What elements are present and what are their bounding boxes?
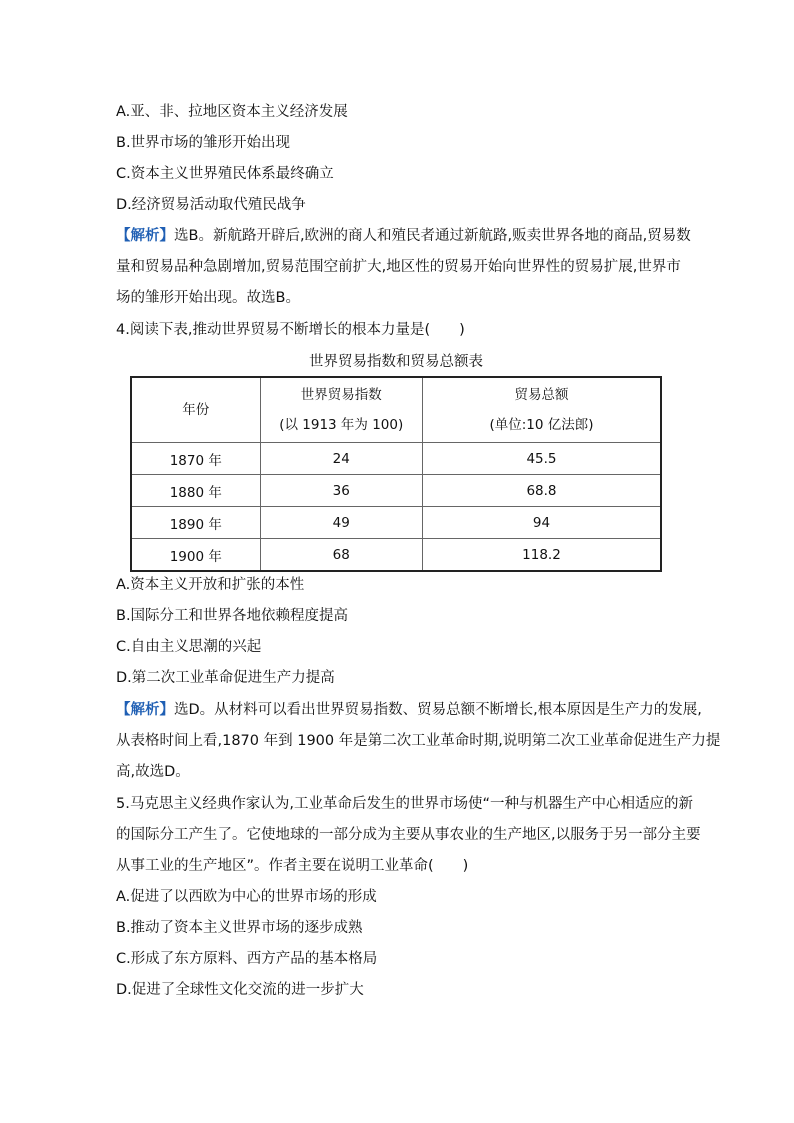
q4-option-b: B.国际分工和世界各地依赖程度提高 bbox=[116, 608, 349, 624]
cell-total: 45.5 bbox=[422, 443, 661, 475]
q5-option-d: D.促进了全球性文化交流的进一步扩大 bbox=[116, 982, 364, 998]
q4-option-a: A.资本主义开放和扩张的本性 bbox=[116, 577, 305, 593]
q4-analysis-line-2: 从表格时间上看,1870 年到 1900 年是第二次工业革命时期,说明第二次工业革命促进生产力提 bbox=[116, 733, 721, 749]
cell-index: 49 bbox=[260, 507, 422, 539]
q5-option-b: B.推动了资本主义世界市场的逐步成熟 bbox=[116, 920, 363, 936]
analysis-tag: 【解析】 bbox=[116, 702, 174, 718]
q3-option-c: C.资本主义世界殖民体系最终确立 bbox=[116, 166, 334, 182]
q5-option-a: A.促进了以西欧为中心的世界市场的形成 bbox=[116, 889, 377, 905]
table-row bbox=[131, 539, 661, 572]
q4-option-c: C.自由主义思潮的兴起 bbox=[116, 639, 262, 655]
q3-analysis-line-1: 【解析】选B。新航路开辟后,欧洲的商人和殖民者通过新航路,贩卖世界各地的商品,贸易数 bbox=[116, 228, 691, 244]
q3-option-a: A.亚、非、拉地区资本主义经济发展 bbox=[116, 104, 348, 120]
table-header-row bbox=[131, 377, 661, 443]
q4-analysis-line-3: 高,故选D。 bbox=[116, 764, 190, 780]
cell-year: 1890 年 bbox=[131, 507, 260, 539]
cell-index: 24 bbox=[260, 443, 422, 475]
q4-stem: 4.阅读下表,推动世界贸易不断增长的根本力量是( ) bbox=[116, 322, 465, 338]
table-title: 世界贸易指数和贸易总额表 bbox=[309, 354, 483, 370]
q5-stem-line-1: 5.马克思主义经典作家认为,工业革命后发生的世界市场使“一种与机器生产中心相适应的新 bbox=[116, 796, 693, 812]
cell-total: 68.8 bbox=[422, 475, 661, 507]
cell-year: 1900 年 bbox=[131, 539, 260, 572]
cell-year: 1870 年 bbox=[131, 443, 260, 475]
table-row bbox=[131, 443, 661, 475]
table-row bbox=[131, 507, 661, 539]
cell-total: 118.2 bbox=[422, 539, 661, 572]
q3-analysis-line-3: 场的雏形开始出现。故选B。 bbox=[116, 290, 300, 306]
q5-stem-line-2: 的国际分工产生了。它使地球的一部分成为主要从事农业的生产地区,以服务于另一部分主要 bbox=[116, 827, 701, 843]
trade-table bbox=[130, 376, 662, 572]
analysis-tag: 【解析】 bbox=[116, 228, 174, 244]
q5-option-c: C.形成了东方原料、西方产品的基本格局 bbox=[116, 951, 378, 967]
q5-stem-line-3: 从事工业的生产地区”。作者主要在说明工业革命( ) bbox=[116, 858, 469, 874]
q3-analysis-line-2: 量和贸易品种急剧增加,贸易范围空前扩大,地区性的贸易开始向世界性的贸易扩展,世界市 bbox=[116, 259, 681, 275]
header-trade-total: 贸易总额 (单位:10 亿法郎) bbox=[422, 377, 661, 443]
q4-analysis-line-1: 【解析】选D。从材料可以看出世界贸易指数、贸易总额不断增长,根本原因是生产力的发展, bbox=[116, 702, 702, 718]
q3-option-b: B.世界市场的雏形开始出现 bbox=[116, 135, 291, 151]
header-trade-index: 世界贸易指数 (以 1913 年为 100) bbox=[260, 377, 422, 443]
cell-index: 68 bbox=[260, 539, 422, 572]
q3-option-d: D.经济贸易活动取代殖民战争 bbox=[116, 197, 306, 213]
table-row bbox=[131, 475, 661, 507]
q4-option-d: D.第二次工业革命促进生产力提高 bbox=[116, 670, 335, 686]
cell-index: 36 bbox=[260, 475, 422, 507]
cell-total: 94 bbox=[422, 507, 661, 539]
header-year: 年份 bbox=[131, 377, 260, 443]
cell-year: 1880 年 bbox=[131, 475, 260, 507]
